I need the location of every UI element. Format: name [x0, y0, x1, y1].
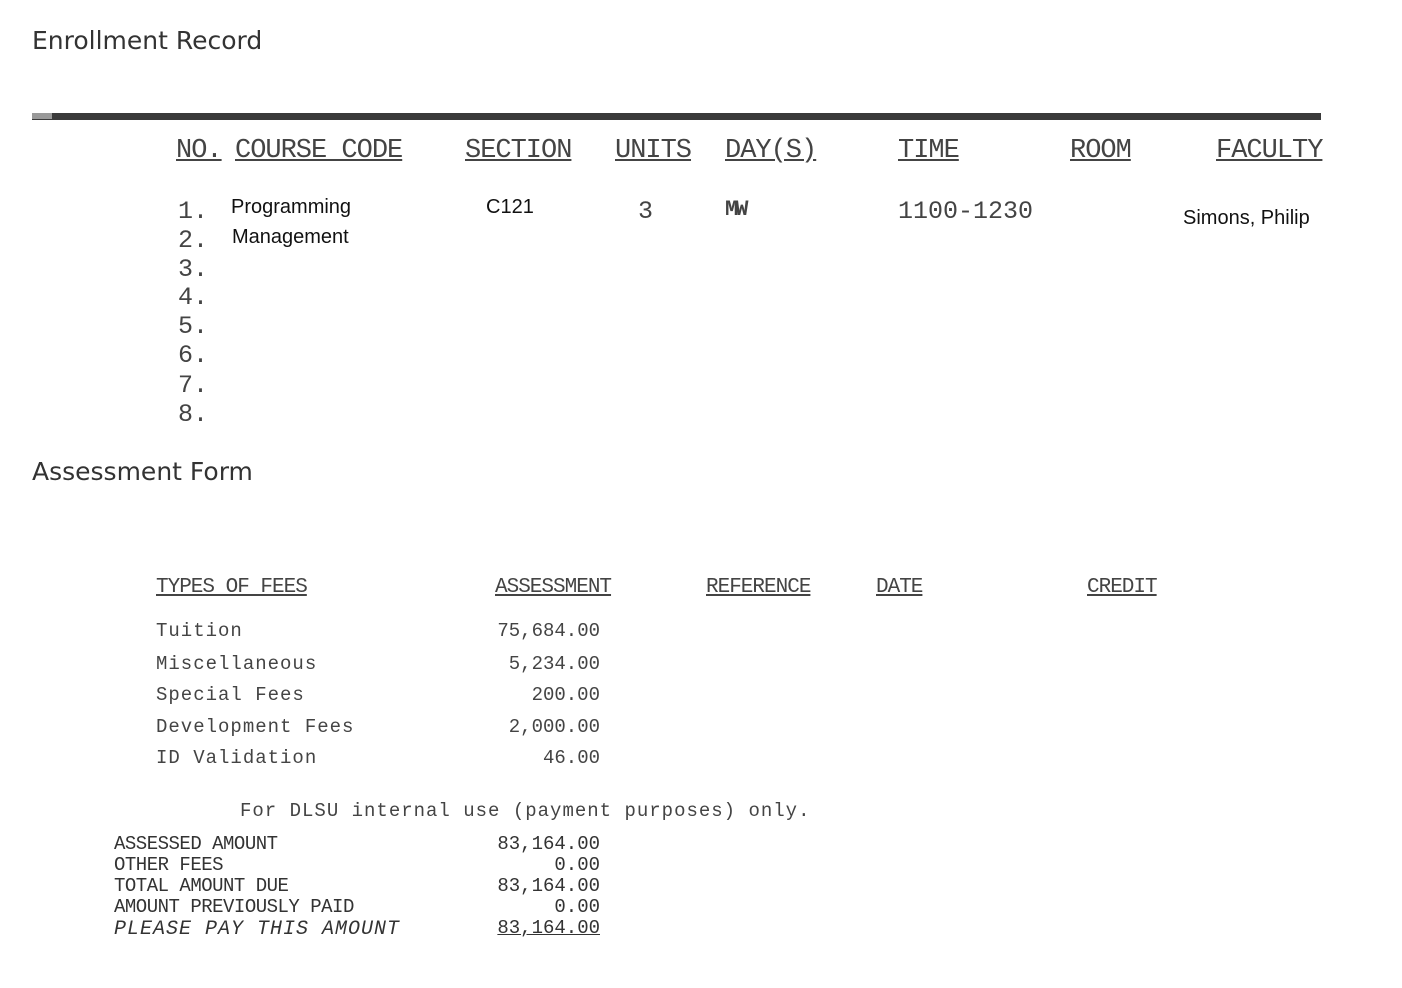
course-section: C121: [486, 196, 534, 218]
col-date: DATE: [876, 576, 923, 599]
course-code-line2: Management: [232, 226, 349, 248]
summary-label: ASSESSED AMOUNT: [114, 833, 278, 855]
col-section: SECTION: [465, 136, 572, 166]
col-no: NO.: [176, 136, 222, 166]
header-rule-notch: [32, 113, 52, 119]
please-pay-value: 83,164.00: [497, 917, 600, 939]
summary-value: 83,164.00: [497, 833, 600, 855]
col-room: ROOM: [1070, 136, 1131, 166]
row-number: 3.: [178, 255, 209, 284]
row-number: 8.: [178, 400, 209, 429]
summary-label: TOTAL AMOUNT DUE: [114, 875, 289, 897]
col-days: DAY(S): [725, 136, 817, 166]
course-faculty: Simons, Philip: [1183, 207, 1310, 229]
internal-use-note: For DLSU internal use (payment purposes) only.: [240, 800, 811, 822]
course-days: MW: [725, 197, 746, 222]
header-rule: [32, 113, 1321, 120]
summary-label: OTHER FEES: [114, 854, 224, 876]
summary-value: 83,164.00: [497, 875, 600, 897]
assessment-heading: Assessment Form: [32, 457, 253, 486]
enrollment-heading: Enrollment Record: [32, 26, 263, 55]
col-faculty: FACULTY: [1216, 136, 1323, 166]
col-types-of-fees: TYPES OF FEES: [156, 576, 307, 599]
fee-type: Tuition: [156, 620, 243, 642]
row-number: 5.: [178, 312, 209, 341]
fee-type: Special Fees: [156, 684, 305, 706]
col-reference: REFERENCE: [706, 576, 811, 599]
fee-amount: 200.00: [531, 684, 600, 706]
fee-amount: 46.00: [542, 747, 600, 769]
row-number: 6.: [178, 341, 209, 370]
summary-value: 0.00: [554, 854, 600, 876]
row-number: 7.: [178, 371, 209, 400]
col-course-code: COURSE CODE: [235, 136, 403, 166]
col-units: UNITS: [615, 136, 692, 166]
fee-type: Development Fees: [156, 716, 355, 738]
col-time: TIME: [898, 136, 959, 166]
summary-label: AMOUNT PREVIOUSLY PAID: [114, 896, 354, 918]
summary-value: 0.00: [554, 896, 600, 918]
fee-amount: 75,684.00: [497, 620, 600, 642]
col-assessment: ASSESSMENT: [495, 576, 612, 599]
fee-amount: 5,234.00: [508, 653, 600, 675]
row-number: 4.: [178, 283, 209, 312]
course-units: 3: [638, 197, 654, 226]
fee-type: Miscellaneous: [156, 653, 318, 675]
row-number: 1.: [178, 197, 209, 226]
course-code-line1: Programming: [231, 196, 352, 218]
course-time: 1100-1230: [898, 197, 1034, 226]
fee-amount: 2,000.00: [508, 716, 600, 738]
fee-type: ID Validation: [156, 747, 318, 769]
col-credit: CREDIT: [1087, 576, 1157, 599]
please-pay-label: PLEASE PAY THIS AMOUNT: [114, 918, 401, 941]
row-number: 2.: [178, 226, 209, 255]
